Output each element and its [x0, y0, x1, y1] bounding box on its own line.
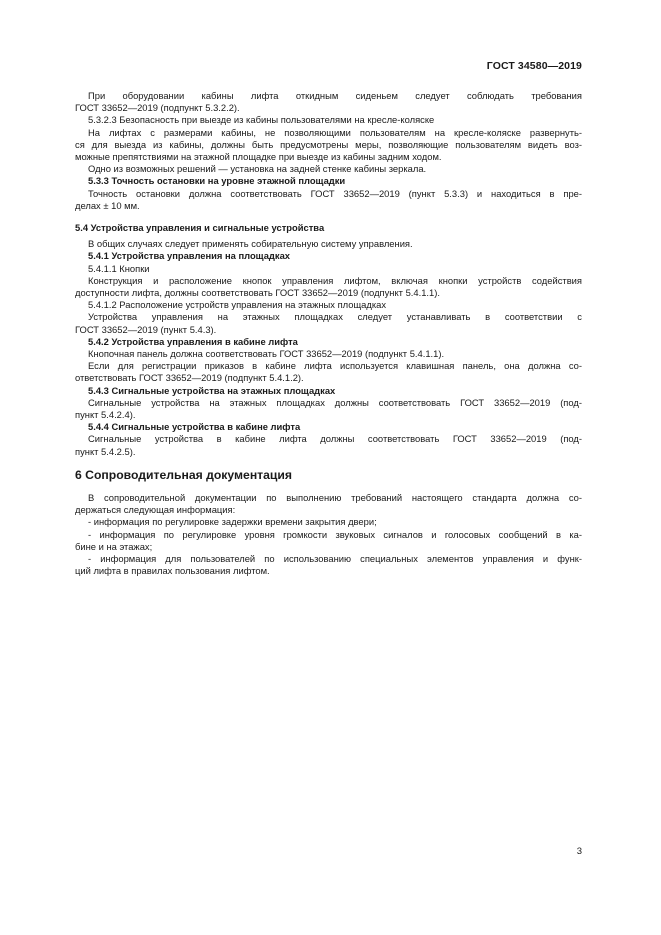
paragraph-documentation — [75, 492, 582, 516]
text-line: доступности лифта, должны соответствовать ГОСТ 33652—2019 (подпункт 5.4.1.1). — [75, 287, 440, 299]
text-line: держаться следующая информация: — [75, 504, 236, 516]
paragraph-seat — [75, 90, 582, 114]
text-line: - информация по регулировке уровня громкости звуковых сигналов и голосовых сообщений в ка- — [88, 528, 582, 540]
paragraph-wheelchair — [75, 127, 582, 164]
paragraph-landing-signals — [75, 397, 582, 421]
text-line: Сигнальные устройства на этажных площадках должны соответствовать ГОСТ 33652—2019 (под- — [88, 396, 582, 408]
heading-5-4: 5.4 Устройства управления и сигнальные устройства — [75, 222, 325, 234]
paragraph-mirror: Одно из возможных решений — установка на задней стенке кабины зеркала. — [88, 163, 427, 175]
text-line: ГОСТ 33652—2019 (пункт 5.4.3). — [75, 323, 217, 335]
text-line: ГОСТ 33652—2019 (подпункт 5.3.2.2). — [75, 102, 240, 114]
text-line: ций лифта в правилах пользования лифтом. — [75, 565, 270, 577]
text-line: На лифтах с размерами кабины, не позволяющими пользователям на кресле-коляске развернуть- — [88, 126, 582, 138]
list-item: - информация по регулировке задержки времени закрытия двери; — [88, 516, 377, 528]
text-line: пункт 5.4.2.4). — [75, 409, 136, 421]
document-code-header: ГОСТ 34580—2019 — [486, 60, 582, 72]
text-line: Точность остановки должна соответствовать ГОСТ 33652—2019 (пункт 5.3.3) и находиться в пре- — [88, 187, 582, 199]
text-line: В сопроводительной документации по выполнению требований настоящего стандарта должна со- — [88, 491, 582, 503]
paragraph-buttons — [75, 275, 582, 299]
heading-5-4-1: 5.4.1 Устройства управления на площадках — [88, 250, 290, 262]
subsection-5-4-1-2: 5.4.1.2 Расположение устройств управления на этажных площадках — [88, 299, 387, 311]
paragraph-button-panel: Кнопочная панель должна соответствовать ГОСТ 33652—2019 (подпункт 5.4.1.1). — [88, 348, 445, 360]
text-line: При оборудовании кабины лифта откидным сиденьем следует соблюдать требования — [88, 90, 582, 101]
list-item — [75, 553, 582, 577]
heading-section-6: 6 Сопроводительная документация — [75, 467, 293, 482]
paragraph-cabin-signals — [75, 433, 582, 457]
text-line: Устройства управления на этажных площадках следует устанавливать в соответствии с — [88, 311, 582, 323]
text-line: бине и на этажах; — [75, 540, 153, 552]
subsection-5-4-1-1: 5.4.1.1 Кнопки — [88, 262, 150, 274]
paragraph-key-panel — [75, 360, 582, 384]
text-line: можные препятствиями на этажной площадке при выезде из кабины задним ходом. — [75, 151, 442, 163]
paragraph-accuracy — [75, 188, 582, 212]
subsection-5-3-2-3: 5.3.2.3 Безопасность при выезде из кабины пользователями на кресле-коляске — [88, 114, 435, 126]
text-line: ответствовать ГОСТ 33652—2019 (подпункт 5.4.1.2). — [75, 372, 304, 384]
document-body — [75, 90, 582, 577]
text-line: пункт 5.4.2.5). — [75, 445, 136, 457]
text-line: Конструкция и расположение кнопок управления лифтом, включая кнопки устройств содействия — [88, 274, 582, 286]
paragraph-collective-control: В общих случаях следует применять собирательную систему управления. — [88, 238, 413, 250]
page-number: 3 — [576, 846, 582, 857]
text-line: делах ± 10 мм. — [75, 199, 140, 211]
text-line: Сигнальные устройства в кабине лифта должны соответствовать ГОСТ 33652—2019 (под- — [88, 433, 582, 445]
text-line: Если для регистрации приказов в кабине лифта используется клавишная панель, она должна со- — [88, 360, 582, 372]
text-line: ся для выезда из кабины, должны быть предусмотрены меры, позволяющие пользователям видеть воз- — [75, 138, 582, 150]
paragraph-landing-controls — [75, 311, 582, 335]
heading-5-4-4: 5.4.4 Сигнальные устройства в кабине лифта — [88, 421, 301, 433]
list-item — [75, 529, 582, 553]
heading-5-4-2: 5.4.2 Устройства управления в кабине лифта — [88, 335, 298, 347]
heading-5-4-3: 5.4.3 Сигнальные устройства на этажных площадках — [88, 384, 336, 396]
text-line: - информация для пользователей по использованию специальных элементов управления и функ- — [88, 552, 582, 564]
heading-5-3-3: 5.3.3 Точность остановки на уровне этажной площадки — [88, 175, 346, 187]
